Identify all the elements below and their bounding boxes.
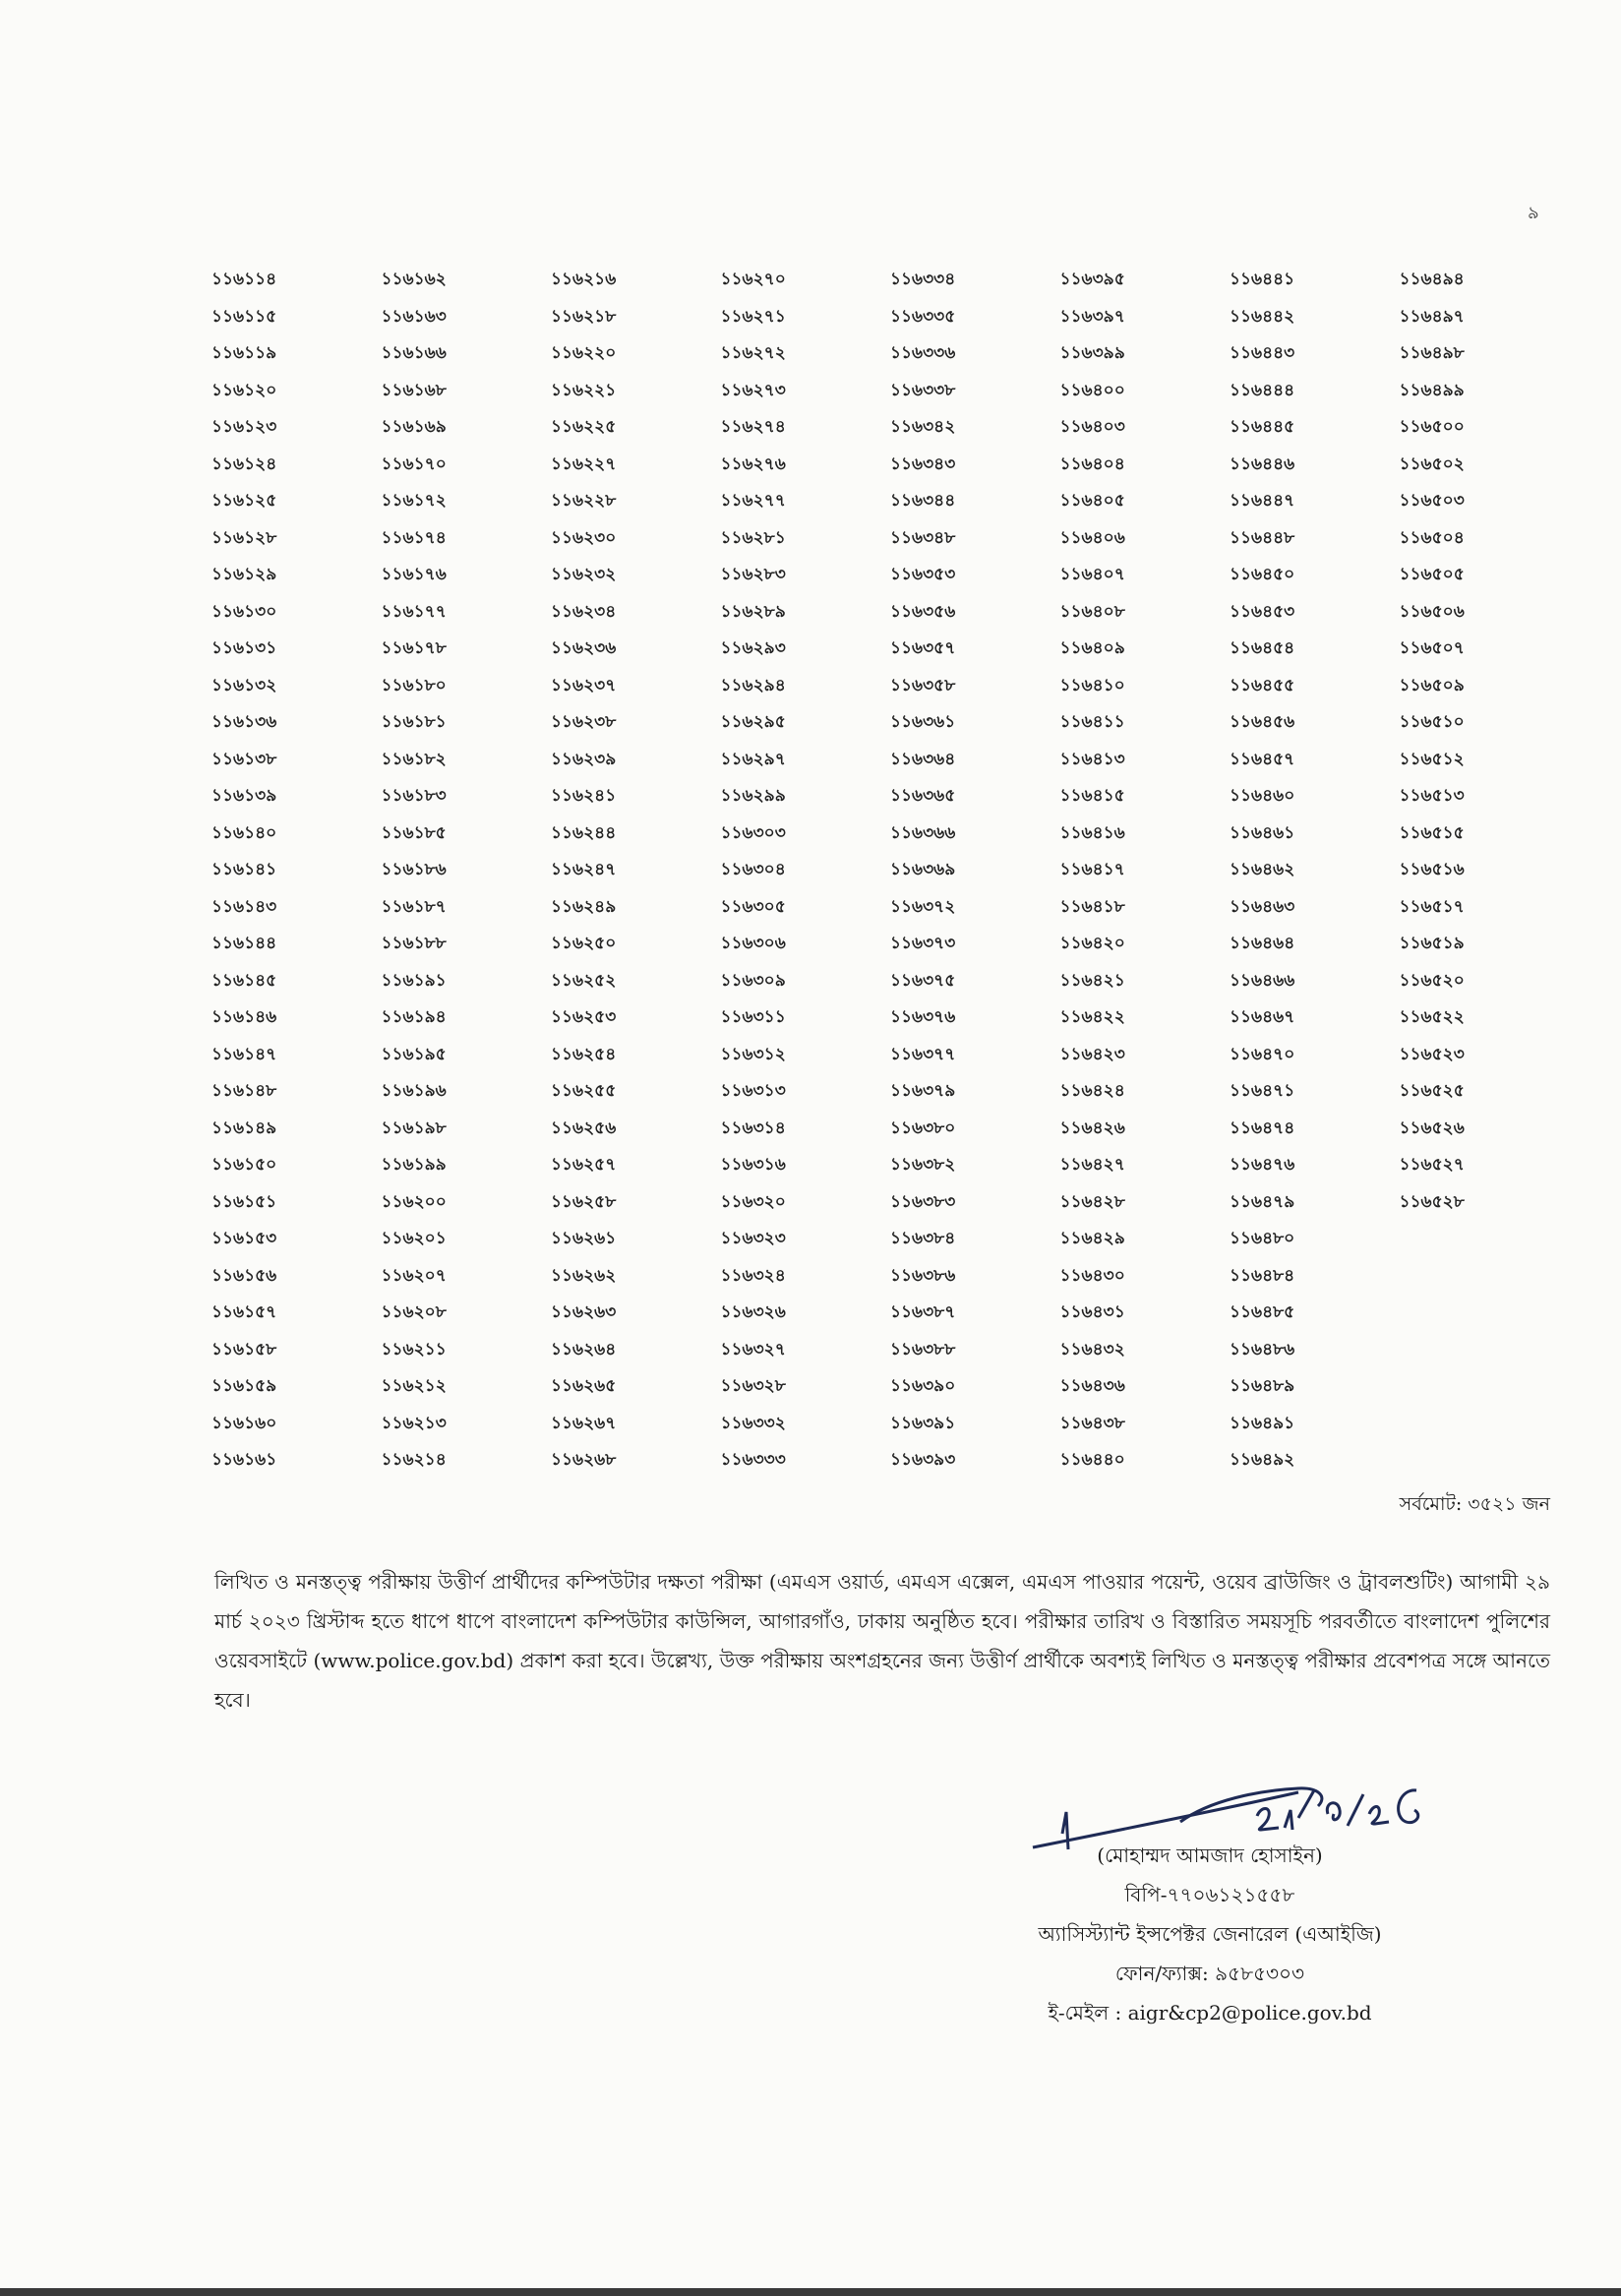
roll-number-cell: ১১৬৩৩২ <box>720 1413 786 1433</box>
roll-number-cell: ১১৬৩৬৬ <box>890 822 956 843</box>
roll-number-cell: ১১৬৫০৩ <box>1399 491 1465 511</box>
roll-number-cell: ১১৬৪৮৬ <box>1230 1339 1295 1359</box>
roll-number-cell: ১১৬১৮১ <box>381 712 447 732</box>
roll-number-cell: ১১৬৩১৪ <box>720 1118 786 1138</box>
roll-number-cell: ১১৬৪৪০ <box>1059 1450 1125 1470</box>
roll-number-cell: ১১৬১৯৪ <box>381 1007 447 1027</box>
roll-number-cell: ১১৬৩৯৯ <box>1059 343 1125 363</box>
roll-number-cell: ১১৬৩৯৭ <box>1059 306 1125 327</box>
roll-number-cell: ১১৬৩৭৭ <box>890 1044 956 1064</box>
signatory-designation: অ্যাসিস্ট্যান্ট ইন্সপেক্টর জেনারেল (এআইজি) <box>1038 1922 1382 1946</box>
roll-number-cell: ১১৬৩৮০ <box>890 1118 956 1138</box>
roll-number-cell: ১১৬৩৬৪ <box>890 749 956 769</box>
roll-number-cell: ১১৬২৭০ <box>720 270 786 289</box>
roll-number-cell: ১১৬১৪৯ <box>211 1118 277 1138</box>
roll-number-cell: ১১৬৪৫৫ <box>1230 675 1295 695</box>
roll-number-cell: ১১৬৩৫৭ <box>890 638 956 658</box>
roll-number-cell: ১১৬৫২৩ <box>1399 1044 1465 1064</box>
roll-number-cell: ১১৬১৬৯ <box>381 417 447 437</box>
roll-number-cell: ১১৬১৭৮ <box>381 638 447 658</box>
roll-number-cell: ১১৬৩০৬ <box>720 934 786 953</box>
roll-number-cell: ১১৬৪২১ <box>1059 970 1125 991</box>
notice-paragraph: লিখিত ও মনস্তত্ত্ব পরীক্ষায় উত্তীর্ণ প্রার্থীদের কম্পিউটার দক্ষতা পরীক্ষা (এমএস ওয়ার্ড, এমএস এক্সেল, এমএস পাওয়ার পয়েন্ট, ওয়েব ব্রাউজিং ও ট্রাবলশুটিং) আগামী ২৯ মার্চ ২০২৩ খ্রিস্টাব্দ হতে ধাপে ধাপে বাংলাদেশ কম্পিউটার কাউন্সিল, আগারগাঁও, ঢাকায় অনুষ্ঠিত হবে। পরীক্ষার তারিখ ও বিস্তারিত সময়সূচি পরবর্তীতে বাংলাদেশ পুলিশের ওয়েবসাইটে (www.police.gov.bd) প্রকাশ করা হবে। উল্লেখ্য, উক্ত পরীক্ষায় অংশগ্রহনের জন্য উত্তীর্ণ প্রার্থীকে অবশ্যই লিখিত ও মনস্তত্ত্ব পরীক্ষার প্রবেশপত্র সঙ্গে আনতে হবে। <box>214 1570 1550 1712</box>
roll-number-cell: ১১৬১৫৬ <box>211 1265 277 1286</box>
roll-number-cell: ১১৬৩৬৫ <box>890 786 956 806</box>
roll-number-cell: ১১৬২৭৪ <box>720 417 786 437</box>
roll-number-cell: ১১৬৩০৯ <box>720 970 786 991</box>
roll-number-cell: ১১৬৫২৬ <box>1399 1118 1465 1138</box>
roll-number-cell: ১১৬৩৫৩ <box>890 565 956 584</box>
roll-number-cell: ১১৬২৫৮ <box>551 1191 617 1212</box>
roll-number-cell: ১১৬৫১৬ <box>1399 860 1465 879</box>
roll-number-cell: ১১৬৪৩১ <box>1059 1302 1125 1322</box>
roll-number-cell: ১১৬১১৫ <box>211 306 277 327</box>
roll-number-cell: ১১৬২৬৪ <box>551 1339 617 1359</box>
roll-number-cell: ১১৬৫২২ <box>1399 1007 1465 1027</box>
roll-number-cell: ১১৬৩৬১ <box>890 712 956 732</box>
roll-number-cell: ১১৬৪৪১ <box>1230 270 1295 289</box>
roll-number-cell: ১১৬৩৩৪ <box>890 270 956 289</box>
signatory-name: (মোহাম্মদ আমজাদ হোসাইন) <box>1097 1843 1323 1867</box>
roll-number-cell: ১১৬৪২৬ <box>1059 1118 1125 1138</box>
roll-number-cell: ১১৬৩৭৩ <box>890 934 956 953</box>
roll-number-cell: ১১৬৪৪৪ <box>1230 380 1295 400</box>
roll-number-cell: ১১৬৩৪৮ <box>890 527 956 548</box>
roll-number-cell: ১১৬২৭১ <box>720 306 786 327</box>
roll-number-cell: ১১৬৪০৩ <box>1059 417 1125 437</box>
roll-number-cell: ১১৬২১১ <box>381 1339 447 1359</box>
roll-number-cell: ১১৬৪৯৮ <box>1399 343 1465 363</box>
roll-number-cell: ১১৬২০৮ <box>381 1302 447 1322</box>
roll-number-cell: ১১৬১৬০ <box>211 1413 277 1433</box>
roll-number-cell: ১১৬৩৩৩ <box>720 1450 786 1470</box>
roll-number-cell: ১১৬৪৮৫ <box>1230 1302 1295 1322</box>
roll-number-cell: ১১৬২৯৫ <box>720 712 786 732</box>
roll-number-cell: ১১৬৩৫৮ <box>890 675 956 695</box>
roll-number-cell: ১১৬৪৭০ <box>1230 1044 1295 1064</box>
roll-number-cell: ১১৬৪৮৪ <box>1230 1265 1295 1286</box>
roll-number-cell: ১১৬৪৪৮ <box>1230 527 1295 548</box>
signatory-phone: ফোন/ফ্যাক্স: ৯৫৮৫৩০৩ <box>1114 1962 1305 1985</box>
total-count: সর্বমোট: ৩৫২১ জন <box>1399 1493 1550 1515</box>
roll-number-cell: ১১৬২০৭ <box>381 1265 447 1286</box>
roll-number-cell: ১১৬১৩১ <box>211 638 277 658</box>
roll-number-cell: ১১৬২৭৭ <box>720 491 786 511</box>
roll-number-cell: ১১৬৩৩৮ <box>890 380 956 400</box>
roll-number-cell: ১১৬২২৮ <box>551 491 617 511</box>
roll-number-cell: ১১৬৫২৮ <box>1399 1191 1465 1212</box>
roll-number-cell: ১১৬৪০৯ <box>1059 638 1125 658</box>
roll-number-cell: ১১৬১৬৬ <box>381 343 447 363</box>
roll-number-cell: ১১৬২৬৮ <box>551 1450 617 1470</box>
roll-number-cell: ১১৬৩৯৩ <box>890 1450 956 1470</box>
roll-number-cell: ১১৬৩৮৬ <box>890 1265 956 1286</box>
roll-number-cell: ১১৬৪৬২ <box>1230 860 1295 879</box>
roll-number-cell: ১১৬৩৭৬ <box>890 1007 956 1027</box>
roll-number-cell: ১১৬৪৮৯ <box>1230 1376 1295 1396</box>
roll-number-cell: ১১৬৩৯১ <box>890 1413 956 1433</box>
scan-bottom-edge <box>0 2288 1621 2296</box>
roll-number-cell: ১১৬২৯৭ <box>720 749 786 769</box>
roll-number-cell: ১১৬৪১৬ <box>1059 822 1125 843</box>
roll-number-cell: ১১৬৫০৬ <box>1399 601 1465 622</box>
roll-number-cell: ১১৬৪৬৬ <box>1230 970 1295 991</box>
roll-number-cell: ১১৬২৪৯ <box>551 896 617 917</box>
roll-number-cell: ১১৬২৫৪ <box>551 1044 617 1064</box>
roll-number-cell: ১১৬১৮০ <box>381 675 447 695</box>
roll-number-cell: ১১৬৪৯৯ <box>1399 380 1465 400</box>
roll-number-cell: ১১৬২২০ <box>551 343 617 363</box>
roll-number-cell: ১১৬৪৩৬ <box>1059 1376 1125 1396</box>
roll-number-cell: ১১৬৪২৪ <box>1059 1081 1125 1101</box>
roll-number-cell: ১১৬২৫০ <box>551 934 617 953</box>
roll-number-cell: ১১৬৪১৩ <box>1059 749 1125 769</box>
roll-number-cell: ১১৬২৮১ <box>720 527 786 548</box>
roll-number-cell: ১১৬৩৫৬ <box>890 601 956 622</box>
roll-number-cell: ১১৬১৮৫ <box>381 822 447 843</box>
roll-number-cell: ১১৬৩৭৯ <box>890 1081 956 1101</box>
roll-number-cell: ১১৬৩৩৬ <box>890 343 956 363</box>
roll-number-cell: ১১৬১৮৭ <box>381 896 447 917</box>
roll-number-cell: ১১৬৩৯০ <box>890 1376 956 1396</box>
roll-number-cell: ১১৬৩০৪ <box>720 860 786 879</box>
roll-number-cell: ১১৬৫১২ <box>1399 749 1465 769</box>
roll-number-cell: ১১৬৩৩৫ <box>890 306 956 327</box>
roll-number-cell: ১১৬২৬৭ <box>551 1413 617 1433</box>
roll-number-cell: ১১৬১৯৮ <box>381 1118 447 1138</box>
roll-number-cell: ১১৬১৯৯ <box>381 1155 447 1175</box>
roll-number-cell: ১১৬৩১২ <box>720 1044 786 1064</box>
roll-number-cell: ১১৬৩১৬ <box>720 1155 786 1175</box>
roll-number-cell: ১১৬১৬৩ <box>381 306 447 327</box>
roll-number-cell: ১১৬১৪৩ <box>211 896 277 917</box>
roll-number-cell: ১১৬৫১৩ <box>1399 786 1465 806</box>
roll-number-cell: ১১৬৫১৭ <box>1399 896 1465 917</box>
roll-number-cell: ১১৬২৬৩ <box>551 1302 617 1322</box>
roll-number-cell: ১১৬৪৩৮ <box>1059 1413 1125 1433</box>
roll-number-cell: ১১৬৪৬৪ <box>1230 934 1295 953</box>
roll-number-cell: ১১৬৪০৬ <box>1059 527 1125 548</box>
roll-number-cell: ১১৬৫০২ <box>1399 453 1465 474</box>
roll-number-cell: ১১৬৪০০ <box>1059 380 1125 400</box>
roll-number-cell: ১১৬৫১৯ <box>1399 934 1465 953</box>
roll-number-cell: ১১৬৩৪৩ <box>890 453 956 474</box>
roll-number-cell: ১১৬৪৫৩ <box>1230 601 1295 622</box>
page-number: ৯ <box>1528 203 1539 223</box>
roll-number-cell: ১১৬২৭৩ <box>720 380 786 400</box>
roll-number-cell: ১১৬১৩৮ <box>211 749 277 769</box>
roll-number-cell: ১১৬৪৫০ <box>1230 565 1295 584</box>
roll-number-cell: ১১৬১৫০ <box>211 1155 277 1175</box>
roll-number-cell: ১১৬১৫৮ <box>211 1339 277 1359</box>
roll-number-cell: ১১৬৩৮৮ <box>890 1339 956 1359</box>
roll-number-cell: ১১৬২০০ <box>381 1191 447 1212</box>
roll-number-cell: ১১৬৪৯১ <box>1230 1413 1295 1433</box>
roll-number-cell: ১১৬২২১ <box>551 380 617 400</box>
roll-number-cell: ১১৬২২৫ <box>551 417 617 437</box>
roll-number-cell: ১১৬২৬৫ <box>551 1376 617 1396</box>
roll-number-cell: ১১৬১২৯ <box>211 565 277 584</box>
roll-number-cell: ১১৬১৩২ <box>211 675 277 695</box>
roll-number-cell: ১১৬২৯৩ <box>720 638 786 658</box>
roll-number-cell: ১১৬৪৭৪ <box>1230 1118 1295 1138</box>
roll-number-cell: ১১৬৫২৫ <box>1399 1081 1465 1101</box>
roll-number-table <box>211 262 1569 1480</box>
roll-number-cell: ১১৬২৫২ <box>551 970 617 991</box>
roll-number-cell: ১১৬৪৬৭ <box>1230 1007 1295 1027</box>
roll-number-cell: ১১৬৪৩০ <box>1059 1265 1125 1286</box>
roll-number-cell: ১১৬২৭৬ <box>720 453 786 474</box>
roll-number-cell: ১১৬২৩৭ <box>551 675 617 695</box>
roll-number-cell: ১১৬৫০৪ <box>1399 527 1465 548</box>
roll-number-cell: ১১৬৪৯৭ <box>1399 306 1465 327</box>
roll-number-cell: ১১৬১৩৬ <box>211 712 277 732</box>
roll-number-cell: ১১৬২৫৭ <box>551 1155 617 1175</box>
roll-number-cell: ১১৬১৬২ <box>381 270 447 289</box>
roll-number-cell: ১১৬৪৪৬ <box>1230 453 1295 474</box>
roll-number-cell: ১১৬৩৭৫ <box>890 970 956 991</box>
roll-number-cell: ১১৬২৫৫ <box>551 1081 617 1101</box>
roll-number-cell: ১১৬৫১০ <box>1399 712 1465 732</box>
roll-number-cell: ১১৬২১৩ <box>381 1413 447 1433</box>
roll-number-cell: ১১৬৪০৫ <box>1059 491 1125 511</box>
roll-number-cell: ১১৬১৪৪ <box>211 934 277 953</box>
roll-number-cell: ১১৬২৬১ <box>551 1229 617 1248</box>
roll-number-cell: ১১৬৩৮৭ <box>890 1302 956 1322</box>
roll-number-cell: ১১৬২১৬ <box>551 270 617 289</box>
roll-number-cell: ১১৬১৯৫ <box>381 1044 447 1064</box>
roll-number-cell: ১১৬৪৯২ <box>1230 1450 1295 1470</box>
roll-number-cell: ১১৬২২৭ <box>551 453 617 474</box>
roll-number-cell: ১১৬৫১৫ <box>1399 822 1465 843</box>
roll-number-cell: ১১৬১৭৪ <box>381 527 447 548</box>
roll-number-cell: ১১৬২৪৪ <box>551 822 617 843</box>
roll-number-cell: ১১৬২৩৮ <box>551 712 617 732</box>
roll-number-cell: ১১৬৩১৩ <box>720 1081 786 1101</box>
roll-number-cell: ১১৬৪৪৩ <box>1230 343 1295 363</box>
roll-number-cell: ১১৬৪১১ <box>1059 712 1125 732</box>
roll-number-cell: ১১৬৪৩২ <box>1059 1339 1125 1359</box>
roll-number-cell: ১১৬২৫৬ <box>551 1118 617 1138</box>
roll-number-cell: ১১৬১৮৩ <box>381 786 447 806</box>
roll-number-cell: ১১৬৪০৪ <box>1059 453 1125 474</box>
roll-number-cell: ১১৬১২৫ <box>211 491 277 511</box>
roll-number-cell: ১১৬১৭২ <box>381 491 447 511</box>
roll-number-cell: ১১৬৪৯৪ <box>1399 270 1465 289</box>
roll-number-cell: ১১৬১৭৬ <box>381 565 447 584</box>
signatory-bp-number: বিপি-৭৭০৬১২১৫৫৮ <box>1124 1883 1295 1906</box>
roll-number-cell: ১১৬২৩০ <box>551 527 617 548</box>
roll-number-cell: ১১৬৩২০ <box>720 1191 786 1212</box>
roll-number-cell: ১১৬৩০৩ <box>720 822 786 843</box>
roll-number-cell: ১১৬২৩২ <box>551 565 617 584</box>
roll-number-cell: ১১৬২৬২ <box>551 1265 617 1286</box>
roll-number-cell: ১১৬২৭২ <box>720 343 786 363</box>
roll-number-cell: ১১৬৪৭৬ <box>1230 1155 1295 1175</box>
roll-number-cell: ১১৬২৩৪ <box>551 601 617 622</box>
roll-number-cell: ১১৬৪৮০ <box>1230 1229 1295 1248</box>
roll-number-cell: ১১৬৫২০ <box>1399 970 1465 991</box>
roll-number-cell: ১১৬৩২৩ <box>720 1229 786 1248</box>
roll-number-cell: ১১৬৪৫৬ <box>1230 712 1295 732</box>
roll-number-cell: ১১৬২৮৩ <box>720 565 786 584</box>
roll-number-cell: ১১৬১৭৭ <box>381 601 447 622</box>
roll-number-cell: ১১৬৫০৫ <box>1399 565 1465 584</box>
roll-number-cell: ১১৬২৯৯ <box>720 786 786 806</box>
roll-number-cell: ১১৬৫০০ <box>1399 417 1465 437</box>
roll-number-cell: ১১৬৪১৫ <box>1059 786 1125 806</box>
roll-number-cell: ১১৬৪৭৯ <box>1230 1191 1295 1212</box>
roll-number-cell: ১১৬৪২২ <box>1059 1007 1125 1027</box>
roll-number-cell: ১১৬১৩০ <box>211 601 277 622</box>
roll-number-cell: ১১৬৪২৭ <box>1059 1155 1125 1175</box>
roll-number-cell: ১১৬১৯৬ <box>381 1081 447 1101</box>
roll-number-cell: ১১৬১৭০ <box>381 453 447 474</box>
roll-number-cell: ১১৬৫০৭ <box>1399 638 1465 658</box>
roll-number-cell: ১১৬৪৪৭ <box>1230 491 1295 511</box>
roll-number-cell: ১১৬৫০৯ <box>1399 675 1465 695</box>
roll-number-cell: ১১৬৪১৮ <box>1059 896 1125 917</box>
roll-number-cell: ১১৬১২৮ <box>211 527 277 548</box>
roll-number-cell: ১১৬১৪০ <box>211 822 277 843</box>
roll-number-cell: ১১৬১৮৮ <box>381 934 447 953</box>
roll-number-cell: ১১৬২৪৭ <box>551 860 617 879</box>
roll-number-cell: ১১৬২৫৩ <box>551 1007 617 1027</box>
roll-number-cell: ১১৬৪৪২ <box>1230 306 1295 327</box>
roll-number-cell: ১১৬৪৭১ <box>1230 1081 1295 1101</box>
roll-number-cell: ১১৬৪৬০ <box>1230 786 1295 806</box>
roll-number-cell: ১১৬১৬১ <box>211 1450 277 1470</box>
roll-number-cell: ১১৬৪২০ <box>1059 934 1125 953</box>
roll-number-cell: ১১৬১৮৬ <box>381 860 447 879</box>
roll-number-cell: ১১৬৩২৪ <box>720 1265 786 1286</box>
roll-number-cell: ১১৬৪৪৫ <box>1230 417 1295 437</box>
roll-number-cell: ১১৬১৮২ <box>381 749 447 769</box>
roll-number-cell: ১১৬৩৮৪ <box>890 1229 956 1248</box>
roll-number-cell: ১১৬১১৪ <box>211 270 277 289</box>
roll-number-cell: ১১৬১২০ <box>211 380 277 400</box>
roll-number-cell: ১১৬৪১০ <box>1059 675 1125 695</box>
signatory-email: ই-মেইল : aigr&cp2@police.gov.bd <box>1048 2001 1372 2024</box>
roll-number-cell: ১১৬১৪৬ <box>211 1007 277 1027</box>
roll-number-cell: ১১৬১২৪ <box>211 453 277 474</box>
roll-number-cell: ১১৬১৪৫ <box>211 970 277 991</box>
roll-number-cell: ১১৬৪৬১ <box>1230 822 1295 843</box>
roll-number-cell: ১১৬৩৬৯ <box>890 860 956 879</box>
roll-number-cell: ১১৬৪২৮ <box>1059 1191 1125 1212</box>
roll-number-cell: ১১৬২১৮ <box>551 306 617 327</box>
roll-number-cell: ১১৬৩০৫ <box>720 896 786 917</box>
roll-number-cell: ১১৬২৩৯ <box>551 749 617 769</box>
roll-number-cell: ১১৬৪৫৪ <box>1230 638 1295 658</box>
roll-number-cell: ১১৬৩২৭ <box>720 1339 786 1359</box>
roll-number-cell: ১১৬৩৮৩ <box>890 1191 956 1212</box>
roll-number-cell: ১১৬১৫৩ <box>211 1229 277 1248</box>
roll-number-cell: ১১৬২০১ <box>381 1229 447 1248</box>
roll-number-cell: ১১৬১৬৮ <box>381 380 447 400</box>
roll-number-cell: ১১৬৩৪৪ <box>890 491 956 511</box>
roll-number-cell: ১১৬৪১৭ <box>1059 860 1125 879</box>
signature-block <box>984 1731 1436 2026</box>
roll-number-cell: ১১৬১৯১ <box>381 970 447 991</box>
roll-number-cell: ১১৬১৫১ <box>211 1191 277 1212</box>
roll-number-cell: ১১৬২৯৪ <box>720 675 786 695</box>
roll-number-cell: ১১৬২১২ <box>381 1376 447 1396</box>
roll-number-cell: ১১৬১৪৮ <box>211 1081 277 1101</box>
roll-number-cell: ১১৬৩৭২ <box>890 896 956 917</box>
roll-number-cell: ১১৬৩২৮ <box>720 1376 786 1396</box>
roll-number-cell: ১১৬৪২৩ <box>1059 1044 1125 1064</box>
roll-number-cell: ১১৬৪০৮ <box>1059 601 1125 622</box>
roll-number-cell: ১১৬১১৯ <box>211 343 277 363</box>
roll-number-cell: ১১৬১৪৭ <box>211 1044 277 1064</box>
roll-number-cell: ১১৬১৫৭ <box>211 1302 277 1322</box>
roll-number-cell: ১১৬২৪১ <box>551 786 617 806</box>
roll-number-cell: ১১৬৩৯৫ <box>1059 270 1125 289</box>
roll-number-cell: ১১৬১৪১ <box>211 860 277 879</box>
roll-number-cell: ১১৬৩১১ <box>720 1007 786 1027</box>
roll-number-cell: ১১৬২১৪ <box>381 1450 447 1470</box>
roll-number-cell: ১১৬৫২৭ <box>1399 1155 1465 1175</box>
roll-number-cell: ১১৬৪০৭ <box>1059 565 1125 584</box>
roll-number-cell: ১১৬১৩৯ <box>211 786 277 806</box>
roll-number-cell: ১১৬৪৫৭ <box>1230 749 1295 769</box>
roll-number-cell: ১১৬৪২৯ <box>1059 1229 1125 1248</box>
roll-number-cell: ১১৬২৩৬ <box>551 638 617 658</box>
roll-number-cell: ১১৬৪৬৩ <box>1230 896 1295 917</box>
roll-number-cell: ১১৬১৫৯ <box>211 1376 277 1396</box>
roll-number-cell: ১১৬২৮৯ <box>720 601 786 622</box>
roll-number-cell: ১১৬৩৪২ <box>890 417 956 437</box>
roll-number-cell: ১১৬১২৩ <box>211 417 277 437</box>
roll-number-cell: ১১৬৩৮২ <box>890 1155 956 1175</box>
roll-number-cell: ১১৬৩২৬ <box>720 1302 786 1322</box>
